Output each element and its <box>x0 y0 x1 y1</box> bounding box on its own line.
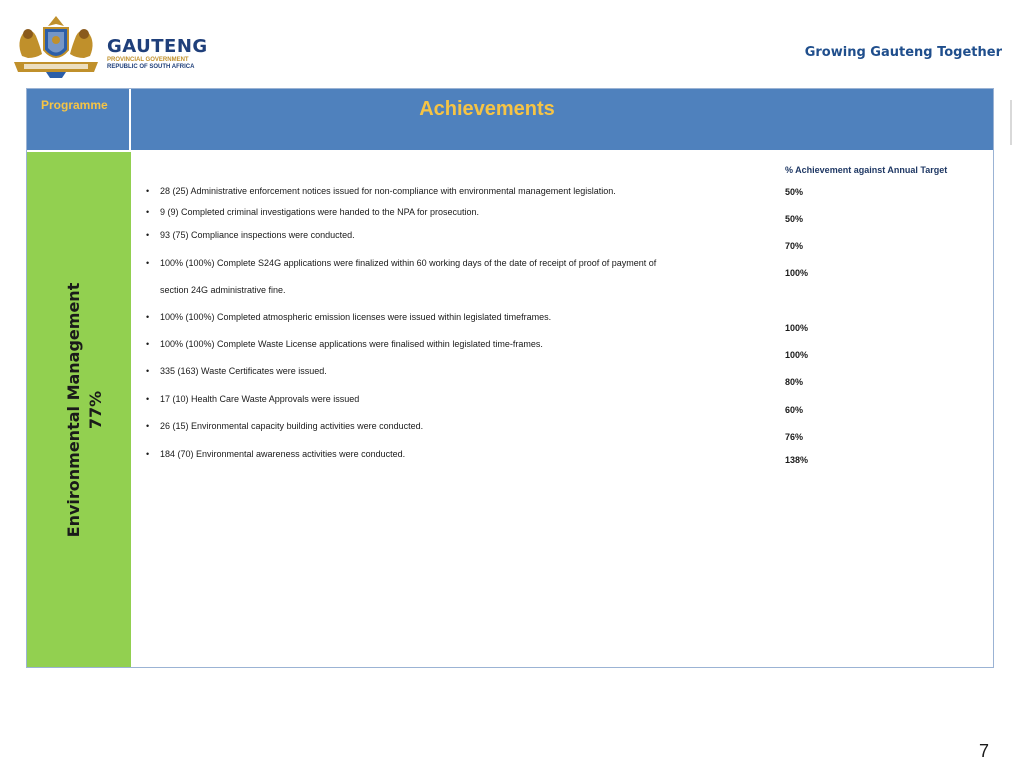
achievements-title: Achievements <box>419 98 555 120</box>
programme-cell <box>27 150 131 667</box>
achievements-table <box>26 88 994 668</box>
achievement-pct: 76% <box>785 432 804 442</box>
programme-header-label: Programme <box>41 98 108 112</box>
bullet-icon: • <box>146 186 150 196</box>
tagline: Growing Gauteng Together <box>804 45 1002 60</box>
bullet-icon: • <box>146 339 150 349</box>
brand-block <box>107 38 208 71</box>
achievement-pct: 100% <box>785 268 809 278</box>
achievement-pct: 138% <box>785 455 809 465</box>
bullet-icon: • <box>146 312 150 322</box>
edge-mark <box>1010 100 1012 145</box>
achievement-pct: 70% <box>785 241 804 251</box>
bullet-icon: • <box>146 230 150 240</box>
bullet-icon: • <box>146 258 150 268</box>
programme-name: Environmental Management <box>64 282 83 538</box>
bullet-icon: • <box>146 421 150 431</box>
achievements-cell <box>131 150 993 667</box>
bullet-icon: • <box>146 207 150 217</box>
bullet-icon: • <box>146 366 150 376</box>
programme-name-block <box>63 283 107 538</box>
coat-of-arms-icon <box>10 12 102 78</box>
achievement-pct: 50% <box>785 214 804 224</box>
brand-subtitle: PROVINCIAL GOVERNMENT <box>107 57 189 63</box>
achievements-header-cell <box>131 89 993 150</box>
achievement-pct: 80% <box>785 377 804 387</box>
bullet-icon: • <box>146 394 150 404</box>
brand-name: GAUTENG <box>107 36 208 57</box>
programme-header-cell <box>27 89 131 150</box>
pct-column-header: % Achievement against Annual Target <box>785 165 948 175</box>
brand-country: REPUBLIC OF SOUTH AFRICA <box>107 64 195 70</box>
achievement-pct: 60% <box>785 405 804 415</box>
slide-header <box>0 0 1024 84</box>
page-number: 7 <box>978 741 989 761</box>
achievement-pct: 100% <box>785 350 809 360</box>
achievement-pct: 100% <box>785 323 809 333</box>
bullet-icon: • <box>146 449 150 459</box>
programme-percent: 77% <box>86 390 105 430</box>
achievement-pct: 50% <box>785 187 804 197</box>
